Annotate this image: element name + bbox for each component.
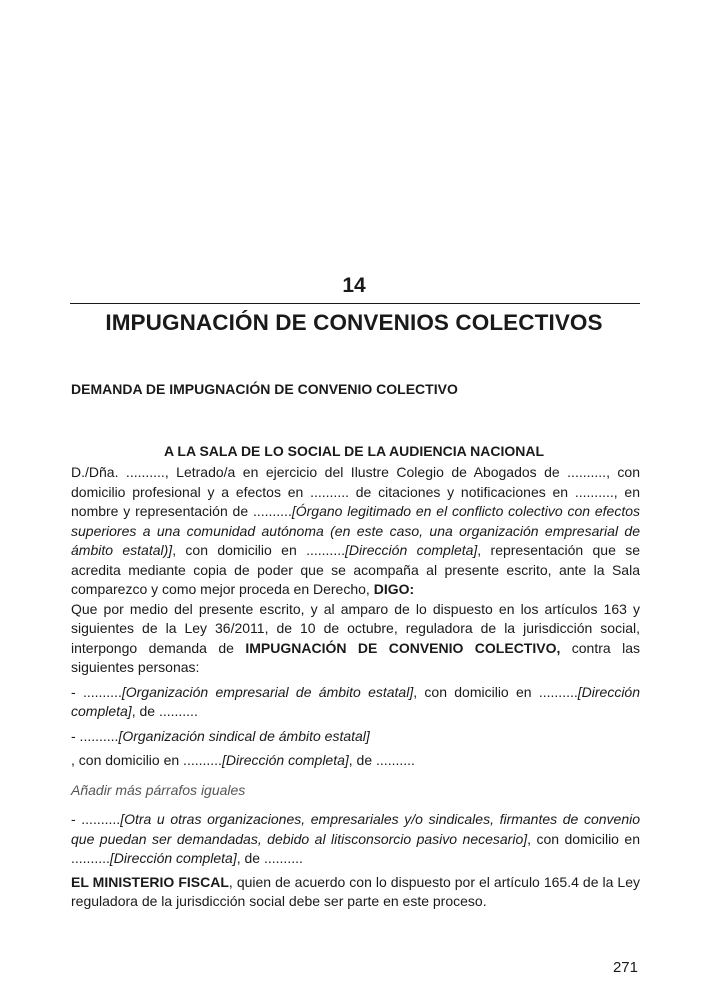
addressee-heading: A LA SALA DE LO SOCIAL DE LA AUDIENCIA NACIONAL — [163, 443, 545, 459]
text: - .......... — [71, 683, 122, 700]
text: - .......... — [71, 811, 121, 827]
list-item — [71, 810, 640, 869]
placeholder-text: [Organización empresarial de ámbito estatal] — [121, 683, 414, 700]
text: , con domicilio en .......... — [71, 830, 640, 866]
paragraph-fiscal — [71, 873, 640, 912]
list-item-continuation — [71, 751, 640, 771]
text: , con domicilio en .......... — [413, 683, 578, 700]
text: , con domicilio en .......... — [172, 542, 345, 558]
text: , de .......... — [348, 752, 415, 768]
placeholder-text: [Otra u otras organizaciones, empresariales y/o sindicales, firmantes de convenio que puedan ser demandadas, debido al litisconsorcio pasivo necesario] — [71, 811, 641, 847]
text: , de .......... — [236, 850, 303, 866]
paragraph-demand — [71, 600, 640, 678]
list-item — [71, 727, 640, 747]
text: D./Dña. .........., Letrado/a en ejercicio del Ilustre Colegio de Abogados de .........., con domicilio profesional y a efectos en .......... de citaciones y notificaciones en .........., en nombre y representación de .......... — [71, 464, 640, 519]
text: Que por medio del presente escrito, y al amparo de lo dispuesto en los artículos 163 y siguientes de la Ley 36/2011, de 10 de octubre, reguladora de la jurisdicción social, interpongo demanda de — [71, 600, 640, 656]
chapter-title: IMPUGNACIÓN DE CONVENIOS COLECTIVOS — [105, 310, 603, 335]
text: contra las siguientes personas: — [71, 639, 640, 675]
placeholder-text: [Órgano legitimado en el conflicto colectivo con efectos superiores a una comunidad autónoma (en este caso, una organización empresarial de ámbito estatal)] — [71, 503, 640, 558]
bold-text: IMPUGNACIÓN DE CONVENIO COLECTIVO, — [245, 639, 561, 656]
placeholder-text: [Dirección completa] — [71, 683, 641, 719]
paragraph-introduction — [71, 463, 640, 600]
bold-text: EL MINISTERIO FISCAL — [71, 873, 229, 890]
text: - .......... — [71, 727, 119, 744]
text: , representación que se acredita mediante copia de poder que se acompaña al presente escrito, ante la Sala comparezco y como mejor proceda en Derecho, — [71, 542, 641, 597]
editor-note: Añadir más párrafos iguales — [71, 781, 246, 798]
placeholder-text: [Dirección completa] — [345, 542, 478, 558]
bold-text: DIGO: — [373, 581, 415, 597]
section-title: DEMANDA DE IMPUGNACIÓN DE CONVENIO COLECTIVO — [71, 381, 458, 397]
list-item — [71, 683, 640, 722]
text: , quien de acuerdo con lo dispuesto por el artículo 165.4 de la Ley reguladora de la jurisdicción social debe ser parte en este proceso. — [71, 873, 641, 909]
page-number: 271 — [612, 959, 638, 976]
text: , con domicilio en .......... — [71, 752, 222, 768]
chapter-number: 14 — [342, 274, 366, 297]
document-body — [71, 463, 640, 912]
text: , de .......... — [131, 703, 198, 719]
placeholder-text: [Organización sindical de ámbito estatal] — [118, 727, 370, 744]
chapter-rule — [70, 303, 640, 304]
placeholder-text: [Dirección completa] — [221, 752, 349, 768]
placeholder-text: [Dirección completa] — [109, 850, 237, 866]
